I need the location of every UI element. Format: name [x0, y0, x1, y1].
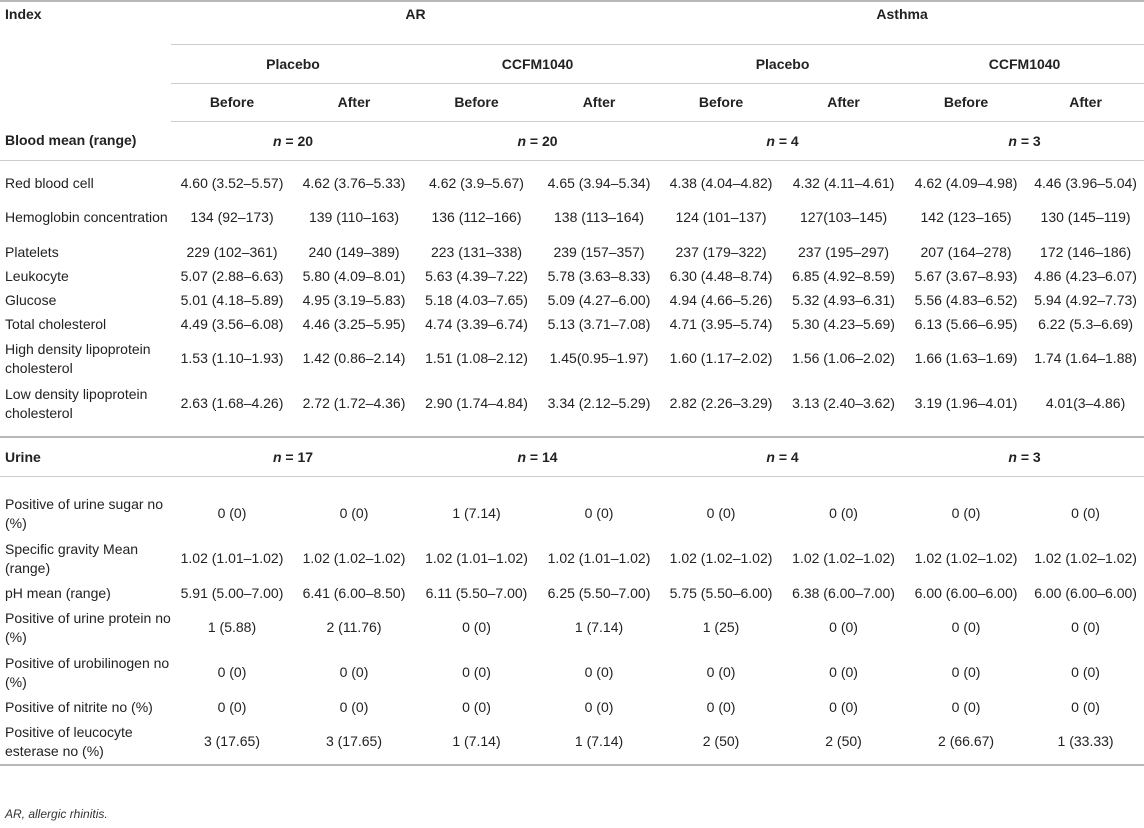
table-cell: 134 (92–173): [190, 209, 274, 225]
n-count: n = 14: [415, 437, 660, 477]
table-cell: 4.60 (3.52–5.57): [180, 174, 284, 191]
table-cell: 0 (0): [339, 698, 369, 715]
row-label: High density lipoprotein cholesterol: [5, 340, 151, 376]
table-cell: 0 (0): [1071, 505, 1100, 521]
table-cell: 5.63 (4.39–7.22): [425, 267, 528, 284]
table-cell: 0 (0): [1071, 619, 1100, 635]
table-cell: 5.07 (2.88–6.63): [180, 267, 284, 284]
table-cell: 4.49 (3.56–6.08): [180, 315, 284, 332]
table-cell: 4.62 (3.9–5.67): [429, 174, 524, 191]
table-row: [0, 491, 1144, 536]
table-cell: 239 (157–357): [553, 243, 645, 260]
table-cell: 130 (145–119): [1040, 209, 1131, 225]
row-label: Hemoglobin concentration: [5, 209, 168, 225]
table-cell: 6.22 (5.3–6.69): [1038, 315, 1134, 332]
table-cell: 229 (102–361): [186, 243, 278, 260]
row-label: Total cholesterol: [5, 315, 107, 332]
row-label: Glucose: [5, 291, 57, 308]
table-cell: 0 (0): [462, 664, 491, 680]
table-cell: 5.18 (4.03–7.65): [425, 291, 528, 308]
table-cell: 5.01 (4.18–5.89): [180, 291, 284, 308]
table-cell: 4.62 (4.09–4.98): [914, 174, 1018, 191]
timepoint-header: Before: [905, 84, 1027, 122]
table-cell: 6.85 (4.92–8.59): [792, 267, 895, 284]
table-row: [0, 171, 1144, 195]
table-cell: 1 (7.14): [574, 619, 624, 635]
table-cell: 0 (0): [829, 619, 858, 635]
table-cell: 5.56 (4.83–6.52): [914, 291, 1018, 308]
timepoint-header: Before: [171, 84, 293, 122]
table-cell: 1.02 (1.01–1.02): [425, 550, 528, 566]
table-row: [0, 719, 1144, 765]
table-cell: 6.25 (5.50–7.00): [547, 584, 651, 601]
table-cell: 1.02 (1.02–1.02): [914, 550, 1018, 566]
table-cell: 0 (0): [706, 698, 736, 715]
table-cell: 0 (0): [339, 664, 369, 680]
table-cell: 1 (7.14): [538, 719, 660, 765]
table-cell: 0 (0): [1071, 698, 1100, 715]
table-cell: 139 (110–163): [308, 209, 400, 225]
table-cell: 127(103–145): [799, 209, 888, 225]
table-cell: 0 (0): [829, 664, 858, 680]
table-cell: 1.51 (1.08–2.12): [425, 350, 528, 366]
table-cell: 0 (0): [951, 698, 981, 715]
table-cell: 0 (0): [829, 505, 858, 521]
table-row: [0, 195, 1144, 240]
table-cell: 240 (149–389): [308, 243, 400, 260]
table-cell: 0 (0): [706, 505, 736, 521]
table-cell: 1.53 (1.10–1.93): [180, 350, 284, 366]
table-cell: 4.46 (3.25–5.95): [302, 315, 406, 332]
table-cell: 237 (179–322): [675, 243, 767, 260]
table-cell: 6.00 (6.00–6.00): [1034, 584, 1137, 601]
table-cell: 2 (66.67): [905, 719, 1027, 765]
row-label: Leukocyte: [5, 267, 69, 284]
row-label: pH mean (range): [5, 584, 111, 601]
header-row-subgroups: [0, 45, 1144, 84]
header-row-timepoints: [0, 84, 1144, 122]
table-cell: 1.56 (1.06–2.02): [792, 350, 895, 366]
n-count: n = 3: [905, 122, 1144, 161]
table-cell: 6.38 (6.00–7.00): [792, 584, 895, 601]
index-header: Index: [0, 1, 171, 122]
table-cell: 4.32 (4.11–4.61): [792, 174, 895, 191]
table-row: [0, 381, 1144, 426]
table-cell: 4.71 (3.95–5.74): [669, 315, 773, 332]
table-cell: 1.02 (1.01–1.02): [180, 550, 284, 566]
row-label: Specific gravity Mean (range): [5, 540, 139, 576]
table-cell: 4.94 (4.66–5.26): [669, 291, 773, 308]
table-cell: 3.13 (2.40–3.62): [792, 395, 895, 411]
table-row: [0, 605, 1144, 650]
table-cell: 1.02 (1.02–1.02): [669, 550, 773, 566]
table-cell: 0 (0): [951, 664, 981, 680]
table-row: [0, 650, 1144, 695]
table-cell: 0 (0): [584, 505, 614, 521]
table-cell: 0 (0): [339, 505, 369, 521]
row-label: Positive of leucocyte esterase no (%): [0, 719, 171, 765]
table-cell: 2.63 (1.68–4.26): [180, 395, 284, 411]
timepoint-header: After: [293, 84, 415, 122]
table-cell: 5.94 (4.92–7.73): [1034, 291, 1137, 308]
table-cell: 136 (112–166): [431, 209, 522, 225]
subgroup-header: Placebo: [171, 45, 415, 84]
table-cell: 207 (164–278): [920, 243, 1012, 260]
table-cell: 0 (0): [584, 698, 614, 715]
table-cell: 172 (146–186): [1040, 243, 1132, 260]
table-cell: 1.60 (1.17–2.02): [669, 350, 773, 366]
row-label: Positive of urine sugar no (%): [5, 495, 163, 531]
row-label: Low density lipoprotein cholesterol: [5, 385, 148, 421]
table-cell: 3 (17.65): [293, 719, 415, 765]
table-cell: 3.19 (1.96–4.01): [914, 395, 1018, 411]
table-cell: 2 (50): [782, 719, 905, 765]
urine-section-row: [0, 437, 1144, 477]
table-cell: 0 (0): [462, 698, 491, 715]
table-cell: 124 (101–137): [675, 209, 767, 225]
table-cell: 1.74 (1.64–1.88): [1034, 350, 1137, 366]
table-cell: 3 (17.65): [171, 719, 293, 765]
table-row: [0, 288, 1144, 312]
n-count: n = 20: [171, 122, 415, 161]
table-cell: 2.90 (1.74–4.84): [425, 395, 528, 411]
table-cell: 138 (113–164): [554, 209, 645, 225]
table-cell: 5.30 (4.23–5.69): [792, 315, 895, 332]
subgroup-header: CCFM1040: [415, 45, 660, 84]
table-cell: 3.34 (2.12–5.29): [547, 395, 651, 411]
blood-section-row: [0, 122, 1144, 161]
urine-section-label: Urine: [0, 437, 171, 477]
table-cell: 4.95 (3.19–5.83): [302, 291, 406, 308]
table-cell: 1.66 (1.63–1.69): [914, 350, 1018, 366]
table-row: [0, 581, 1144, 605]
table-cell: 1.02 (1.02–1.02): [302, 550, 406, 566]
row-label: Positive of urine protein no (%): [5, 609, 171, 645]
n-count: n = 4: [660, 122, 905, 161]
table-cell: 0 (0): [829, 698, 858, 715]
table-cell: 5.09 (4.27–6.00): [547, 291, 651, 308]
table-cell: 0 (0): [706, 664, 736, 680]
table-footnote: AR, allergic rhinitis.: [5, 807, 108, 821]
n-count: n = 4: [660, 437, 905, 477]
row-label: Positive of urobilinogen no (%): [5, 654, 170, 690]
table-cell: 4.65 (3.94–5.34): [547, 174, 651, 191]
table-cell: 1 (7.14): [452, 505, 501, 521]
timepoint-header: Before: [415, 84, 538, 122]
table-row: [0, 536, 1144, 581]
table-cell: 6.13 (5.66–6.95): [914, 315, 1018, 332]
table-cell: 6.41 (6.00–8.50): [302, 584, 406, 601]
table-row: [0, 695, 1144, 719]
table-cell: 5.67 (3.67–8.93): [914, 267, 1018, 284]
table-cell: 4.74 (3.39–6.74): [425, 315, 528, 332]
table-cell: 6.30 (4.48–8.74): [669, 267, 773, 284]
table-cell: 5.13 (3.71–7.08): [547, 315, 651, 332]
n-count: n = 20: [415, 122, 660, 161]
table-cell: 2.82 (2.26–3.29): [669, 395, 773, 411]
table-cell: 0 (0): [217, 698, 247, 715]
row-label: Red blood cell: [5, 174, 94, 191]
table-cell: 4.38 (4.04–4.82): [669, 174, 773, 191]
table-cell: 223 (131–338): [430, 243, 523, 260]
header-row-groups: [0, 1, 1144, 45]
table-cell: 2 (50): [660, 719, 782, 765]
table-cell: 1.45(0.95–1.97): [549, 350, 649, 366]
table-cell: 2.72 (1.72–4.36): [302, 395, 406, 411]
table-cell: 237 (195–297): [798, 243, 890, 260]
n-count: n = 3: [905, 437, 1144, 477]
n-count: n = 17: [171, 437, 415, 477]
urine-rows: [0, 491, 1144, 765]
row-label: Positive of nitrite no (%): [5, 698, 153, 715]
table-cell: 0 (0): [217, 505, 247, 521]
table-cell: 5.91 (5.00–7.00): [180, 584, 284, 601]
table-cell: 4.01(3–4.86): [1045, 395, 1126, 411]
table-cell: 0 (0): [1071, 664, 1100, 680]
table-cell: 1.02 (1.02–1.02): [1034, 550, 1137, 566]
table-cell: 4.86 (4.23–6.07): [1034, 267, 1137, 284]
timepoint-header: Before: [660, 84, 782, 122]
timepoint-header: After: [538, 84, 660, 122]
table-cell: 0 (0): [951, 505, 981, 521]
table-cell: 6.11 (5.50–7.00): [425, 584, 528, 601]
table-cell: 1.02 (1.02–1.02): [792, 550, 895, 566]
table-cell: 6.00 (6.00–6.00): [914, 584, 1018, 601]
table-cell: 5.80 (4.09–8.01): [302, 267, 406, 284]
blood-section-label: Blood mean (range): [0, 122, 171, 161]
table-cell: 5.75 (5.50–6.00): [669, 584, 773, 601]
blood-rows: [0, 171, 1144, 426]
table-cell: 1 (5.88): [207, 619, 257, 635]
timepoint-header: After: [782, 84, 905, 122]
table-row: [0, 240, 1144, 264]
table-cell: 1.02 (1.01–1.02): [547, 550, 651, 566]
table-cell: 5.32 (4.93–6.31): [792, 291, 895, 308]
table-cell: 5.78 (3.63–8.33): [547, 267, 651, 284]
table-cell: 1 (33.33): [1027, 719, 1144, 765]
table-cell: 0 (0): [951, 619, 981, 635]
table-cell: 2 (11.76): [326, 619, 382, 635]
table-cell: 0 (0): [462, 619, 491, 635]
table-row: [0, 264, 1144, 288]
table-cell: 1 (7.14): [415, 719, 538, 765]
table-cell: 0 (0): [217, 664, 247, 680]
table-cell: 1 (25): [702, 619, 740, 635]
table-cell: 0 (0): [584, 664, 614, 680]
table-cell: 1.42 (0.86–2.14): [302, 350, 406, 366]
row-label: Platelets: [5, 243, 59, 260]
table-row: [0, 312, 1144, 336]
timepoint-header: After: [1027, 84, 1144, 122]
group-header-ar: AR: [171, 1, 660, 45]
subgroup-header: Placebo: [660, 45, 905, 84]
subgroup-header: CCFM1040: [905, 45, 1144, 84]
table-cell: 4.46 (3.96–5.04): [1034, 174, 1137, 191]
table-cell: 142 (123–165): [920, 209, 1012, 225]
table-row: [0, 336, 1144, 381]
group-header-asthma: Asthma: [660, 1, 1144, 45]
table-cell: 4.62 (3.76–5.33): [302, 174, 406, 191]
